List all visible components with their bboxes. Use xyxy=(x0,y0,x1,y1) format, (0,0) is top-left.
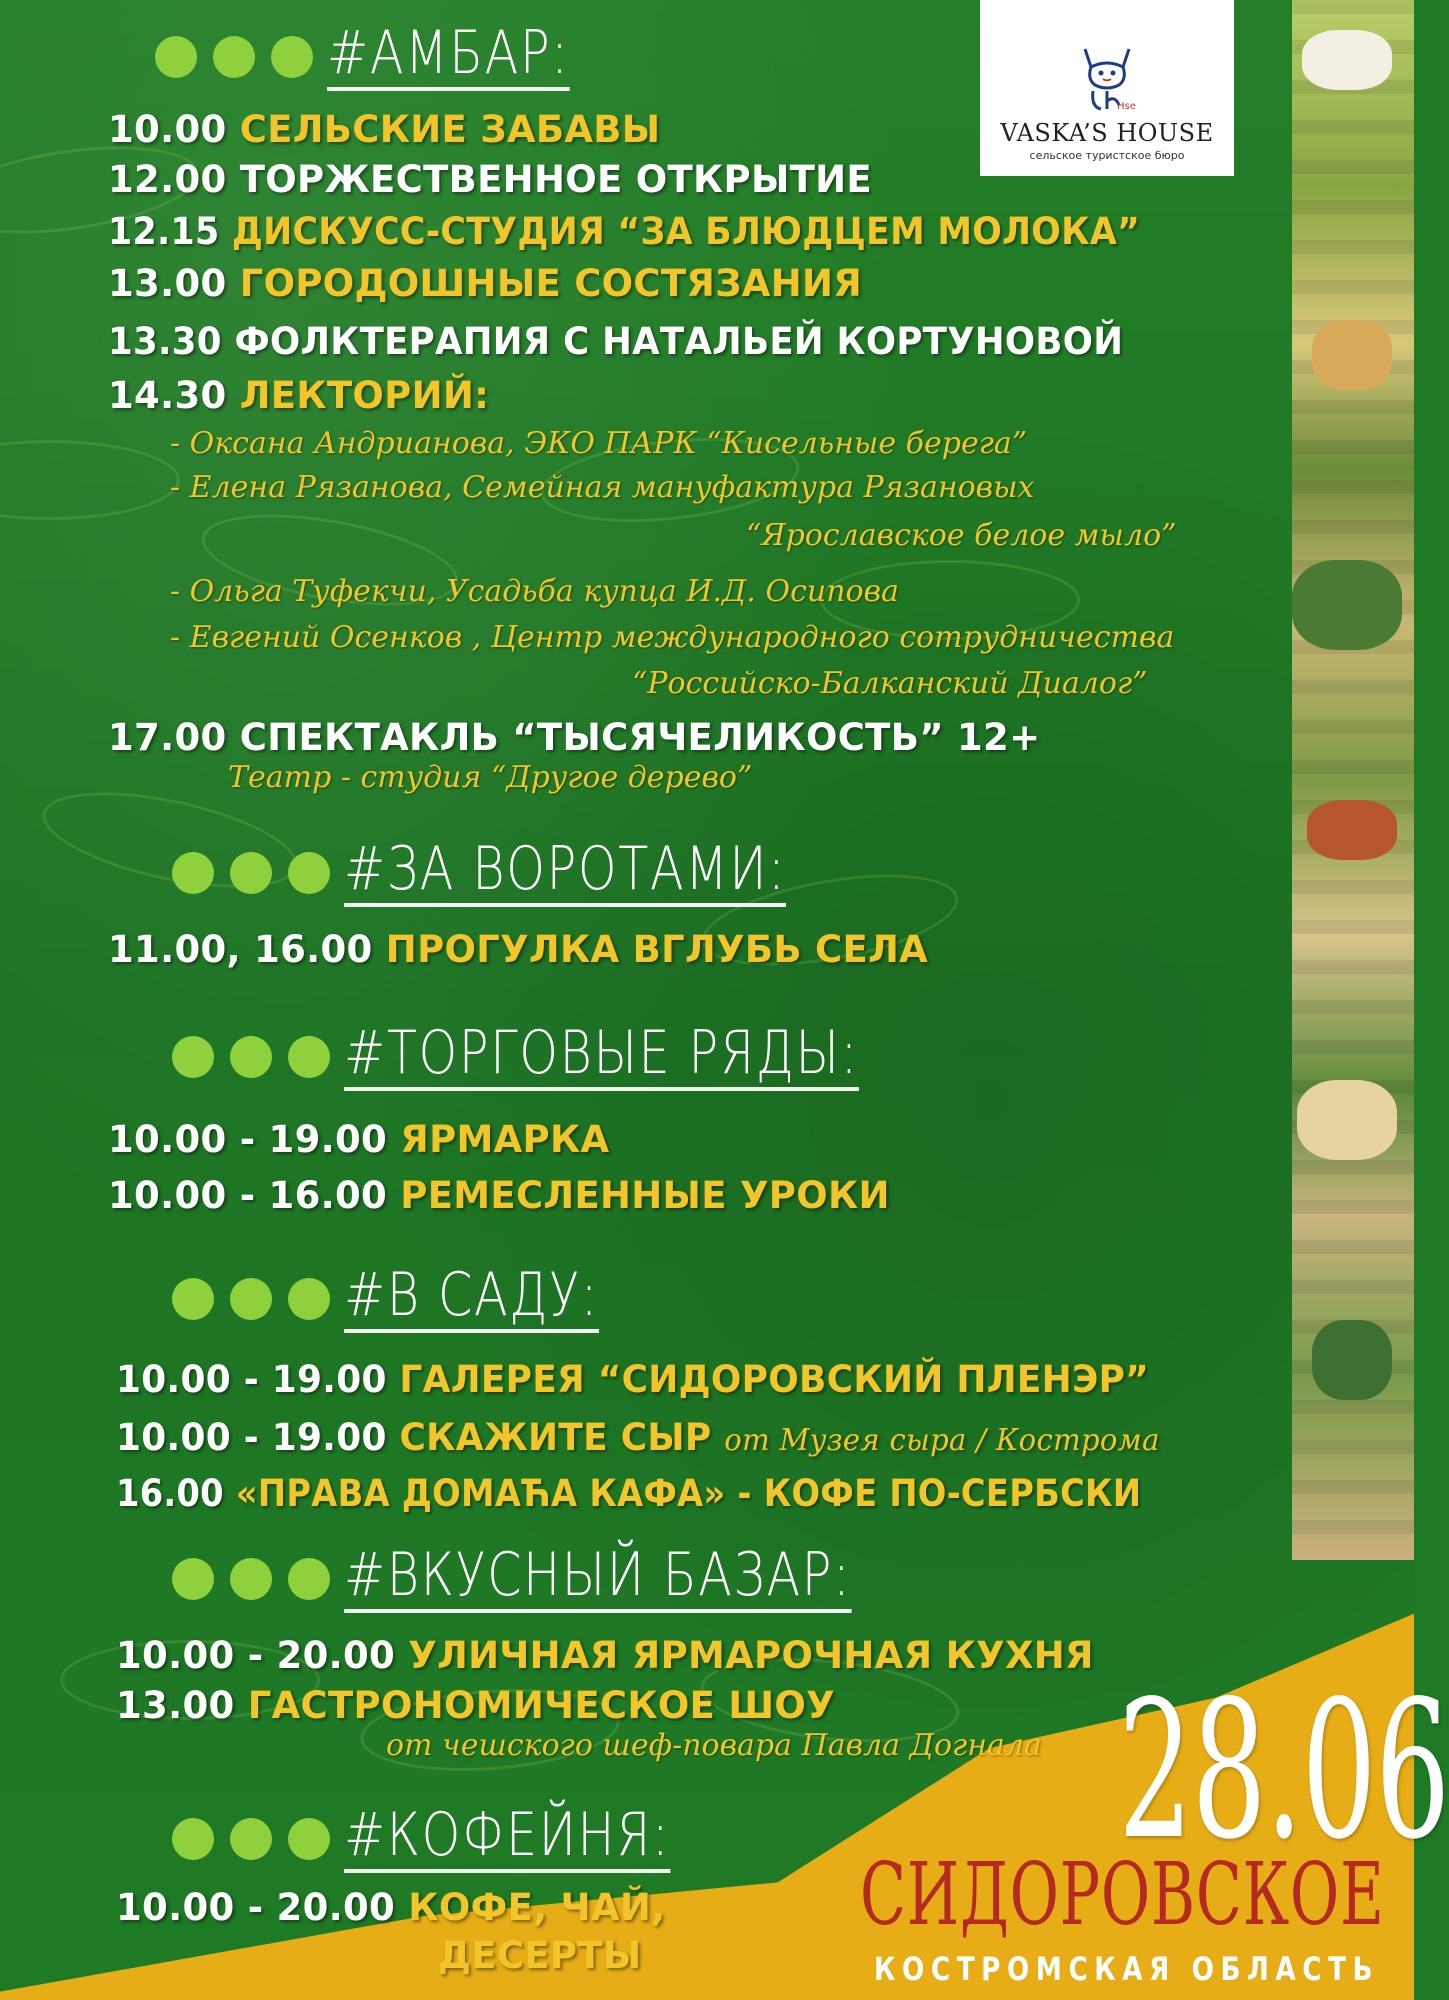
dots xyxy=(172,852,330,894)
dots xyxy=(172,1036,330,1078)
painting-detail xyxy=(1312,1320,1392,1400)
dots xyxy=(172,1278,330,1320)
village-name: СИДОРОВСКОЕ xyxy=(860,1845,1385,1945)
dots xyxy=(172,1818,330,1860)
schedule-item: 10.00 - 19.00 ЯРМАРКА xyxy=(108,1118,610,1161)
section-title: #ТОРГОВЫЕ РЯДЫ: xyxy=(344,1022,859,1091)
schedule-item: 13.00 ГОРОДОШНЫЕ СОСТЯЗАНИЯ xyxy=(108,262,863,305)
schedule-item: 13.30 ФОЛКТЕРАПИЯ С НАТАЛЬЕЙ КОРТУНОВОЙ xyxy=(108,320,1124,363)
section-vorota-header xyxy=(172,834,883,907)
section-title: #КОФЕЙНЯ: xyxy=(344,1804,670,1873)
schedule-item: 17.00 СПЕКТАКЛЬ “ТЫСЯЧЕЛИКОСТЬ” 12+ xyxy=(108,716,1041,759)
logo-mark: Hse xyxy=(1117,101,1136,112)
schedule-item: 12.15 ДИСКУСС-СТУДИЯ “ЗА БЛЮДЦЕМ МОЛОКА” xyxy=(108,210,1141,253)
schedule-item: 12.00 ТОРЖЕСТВЕННОЕ ОТКРЫТИЕ xyxy=(108,158,872,201)
schedule-item: 10.00 - 16.00 РЕМЕСЛЕННЫЕ УРОКИ xyxy=(108,1174,890,1217)
lecture-speaker: - Евгений Осенков , Центр международного сотрудничества xyxy=(170,620,1175,655)
schedule-item: 10.00 - 19.00 СКАЖИТЕ СЫР от Музея сыра / Кострома xyxy=(116,1416,1160,1459)
schedule-item: 13.00 ГАСТРОНОМИЧЕСКОЕ ШОУ xyxy=(116,1684,835,1727)
schedule-item: 10.00 - 20.00 КОФЕ, ЧАЙ, xyxy=(116,1886,666,1929)
section-ryady-header xyxy=(172,1018,972,1091)
painting-detail xyxy=(1297,1080,1397,1160)
vaskas-house-logo[interactable] xyxy=(980,0,1234,176)
section-title: #В САДУ: xyxy=(344,1264,599,1333)
schedule-item: 10.00 - 20.00 УЛИЧНАЯ ЯРМАРОЧНАЯ КУХНЯ xyxy=(116,1634,1094,1677)
chef-note: от чешского шеф-повара Павла Догнала xyxy=(386,1728,1042,1763)
lecture-speaker: “Ярославское белое мыло” xyxy=(746,518,1177,553)
painting-detail xyxy=(1292,560,1402,650)
folk-painting-strip xyxy=(1292,0,1414,1560)
lecture-speaker: - Ольга Туфекчи, Усадьба купца И.Д. Осипова xyxy=(170,574,899,609)
theatre-note: Театр - студия “Другое дерево” xyxy=(228,760,753,795)
section-title: #АМБАР: xyxy=(327,22,569,91)
logo-subtitle: сельское туристское бюро xyxy=(1029,149,1185,162)
event-date: 28.06 xyxy=(1118,1660,1449,1881)
dots xyxy=(155,36,313,78)
lecture-speaker: - Елена Рязанова, Семейная мануфактура Рязановых xyxy=(170,470,1035,505)
fish-pattern xyxy=(0,440,180,520)
painting-detail xyxy=(1302,30,1392,90)
section-kofeynya-header xyxy=(172,1800,742,1873)
painting-detail xyxy=(1312,320,1392,390)
schedule-item: 10.00 - 19.00 ГАЛЕРЕЯ “СИДОРОВСКИЙ ПЛЕНЭР” xyxy=(116,1358,1150,1401)
lecture-speaker: “Российско-Балканский Диалог” xyxy=(632,666,1148,701)
cat-logo-icon xyxy=(1067,35,1147,115)
section-bazar-header xyxy=(172,1540,963,1613)
dots xyxy=(172,1558,330,1600)
logo-brand: VASKA’S HOUSE xyxy=(1000,119,1214,147)
region-name: КОСТРОМСКАЯ ОБЛАСТЬ xyxy=(874,1950,1380,1988)
schedule-item: 10.00 СЕЛЬСКИЕ ЗАБАВЫ xyxy=(108,108,661,151)
schedule-item: 11.00, 16.00 ПРОГУЛКА ВГЛУБЬ СЕЛА xyxy=(108,928,929,971)
section-sad-header xyxy=(172,1260,655,1333)
schedule-item-continued: ДЕСЕРТЫ xyxy=(438,1934,642,1977)
schedule-item: 14.30 ЛЕКТОРИЙ: xyxy=(108,374,490,417)
section-ambar-header xyxy=(155,18,623,91)
painting-detail xyxy=(1307,800,1397,860)
section-title: #ЗА ВОРОТАМИ: xyxy=(344,838,786,907)
section-title: #ВКУСНЫЙ БАЗАР: xyxy=(344,1544,851,1613)
schedule-item: 16.00 «ПРАВА ДОМАЋА КАФА» - КОФЕ ПО-СЕРБСКИ xyxy=(116,1472,1142,1515)
lecture-speaker: - Оксана Андрианова, ЭКО ПАРК “Кисельные берега” xyxy=(170,426,1028,461)
